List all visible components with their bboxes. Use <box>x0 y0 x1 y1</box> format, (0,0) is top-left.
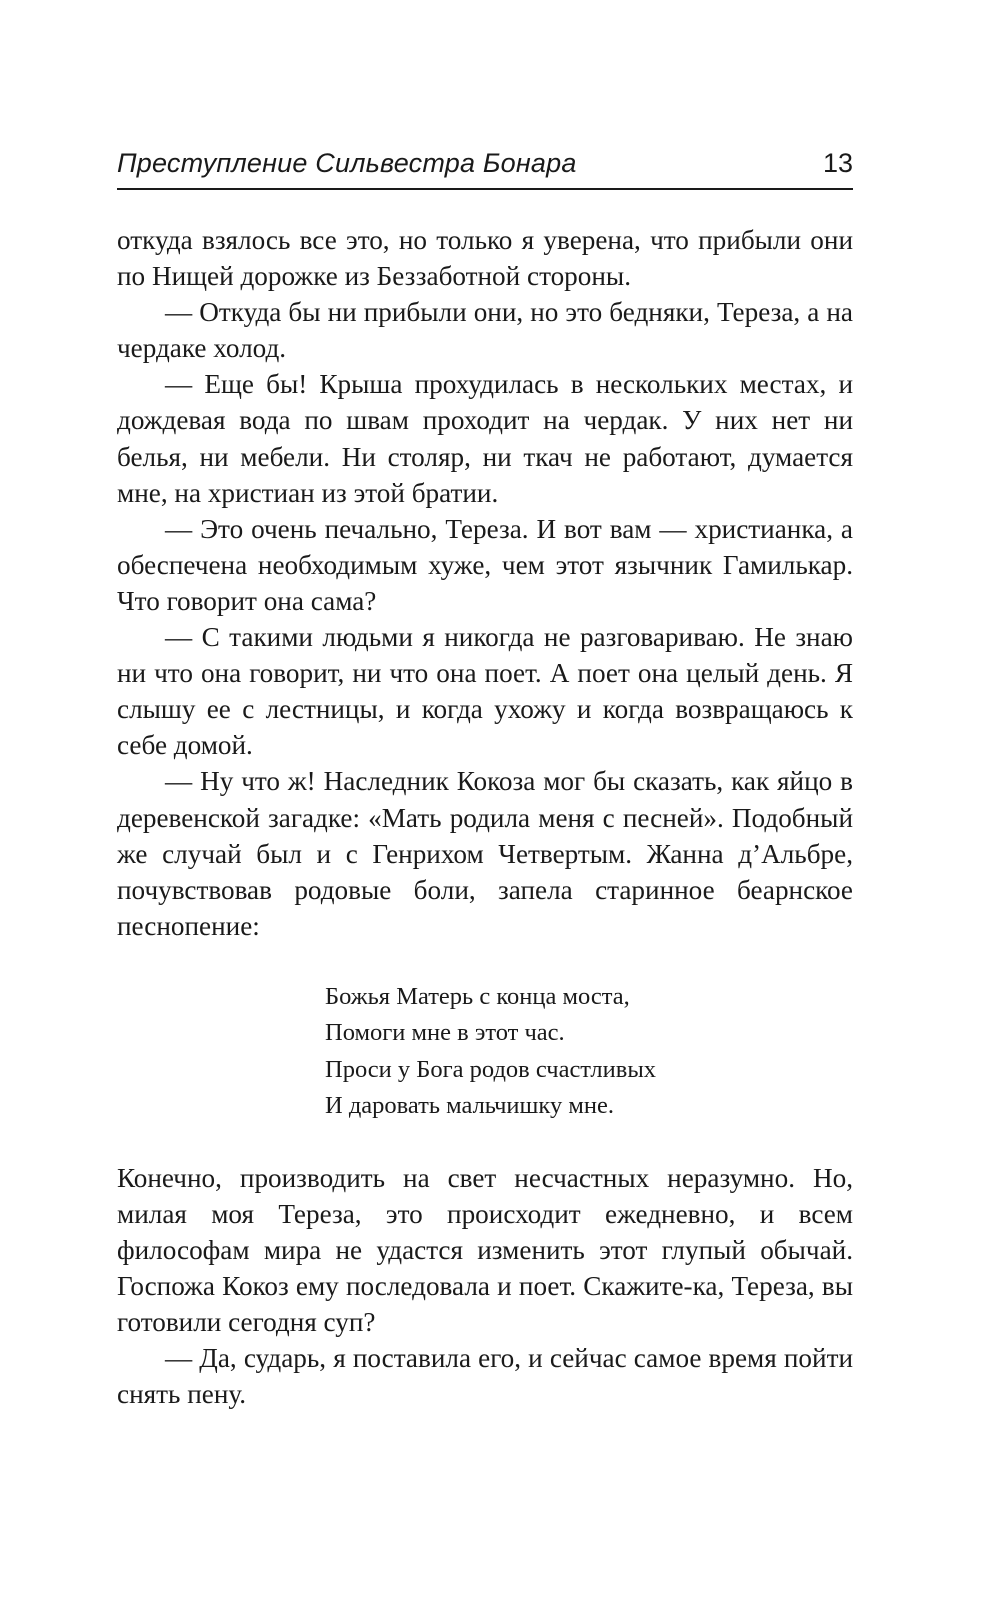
dialogue-paragraph: — Еще бы! Крыша прохудилась в нескольких местах, и дождевая вода по швам проходит на чердак. У них нет ни белья, ни мебели. Ни столяр, ни ткач не работают, думается мне, на христиан из этой братии. <box>117 369 853 508</box>
dialogue-paragraph: — Ну что ж! Наследник Кокоза мог бы сказать, как яйцо в деревенской загадке: «Мать родила меня с песней». Подобный же случай был и с Генрихом Четвертым. Жанна д’Альбре, почувствовав родовые боли, запела старинное беарнское песнопение: <box>117 766 853 941</box>
paragraph: откуда взялось все это, но только я уверена, что прибыли они по Нищей дорожке из Беззаботной стороны. <box>117 225 853 292</box>
dialogue-paragraph: — С такими людьми я никогда не разговариваю. Не знаю ни что она говорит, ни что она поет. А поет она целый день. Я слышу ее с лестницы, и когда ухожу и когда возвращаюсь к себе домой. <box>117 622 853 761</box>
page-number: 13 <box>822 148 853 178</box>
poem-line: И даровать мальчишку мне. <box>325 1092 614 1120</box>
dialogue-paragraph: — Откуда бы ни прибыли они, но это бедняки, Тереза, а на чердаке холод. <box>117 297 853 364</box>
poem-line: Божья Матерь с конца моста, <box>325 982 630 1010</box>
running-header <box>117 148 853 190</box>
dialogue-paragraph: — Это очень печально, Тереза. И вот вам — христианка, а обеспечена необходимым хуже, чем этот язычник Гамилькар. Что говорит она сама? <box>117 513 853 616</box>
running-title: Преступление Сильвестра Бонара <box>117 148 577 178</box>
poem-line: Помоги мне в этот час. <box>325 1019 565 1047</box>
poem-stanza <box>325 979 853 1125</box>
dialogue-paragraph: — Да, сударь, я поставила его, и сейчас самое время пойти снять пену. <box>117 1343 853 1410</box>
body-text <box>117 222 853 1413</box>
paragraph: Конечно, производить на свет несчастных неразумно. Но, милая моя Тереза, это происходит ежедневно, и всем философам мира не удастся изменить этот глупый обычай. Госпожа Кокоз ему последовала и поет. Скажите-ка, Тереза, вы готовили сегодня суп? <box>117 1162 853 1338</box>
poem-line: Проси у Бога родов счастливых <box>325 1055 657 1083</box>
